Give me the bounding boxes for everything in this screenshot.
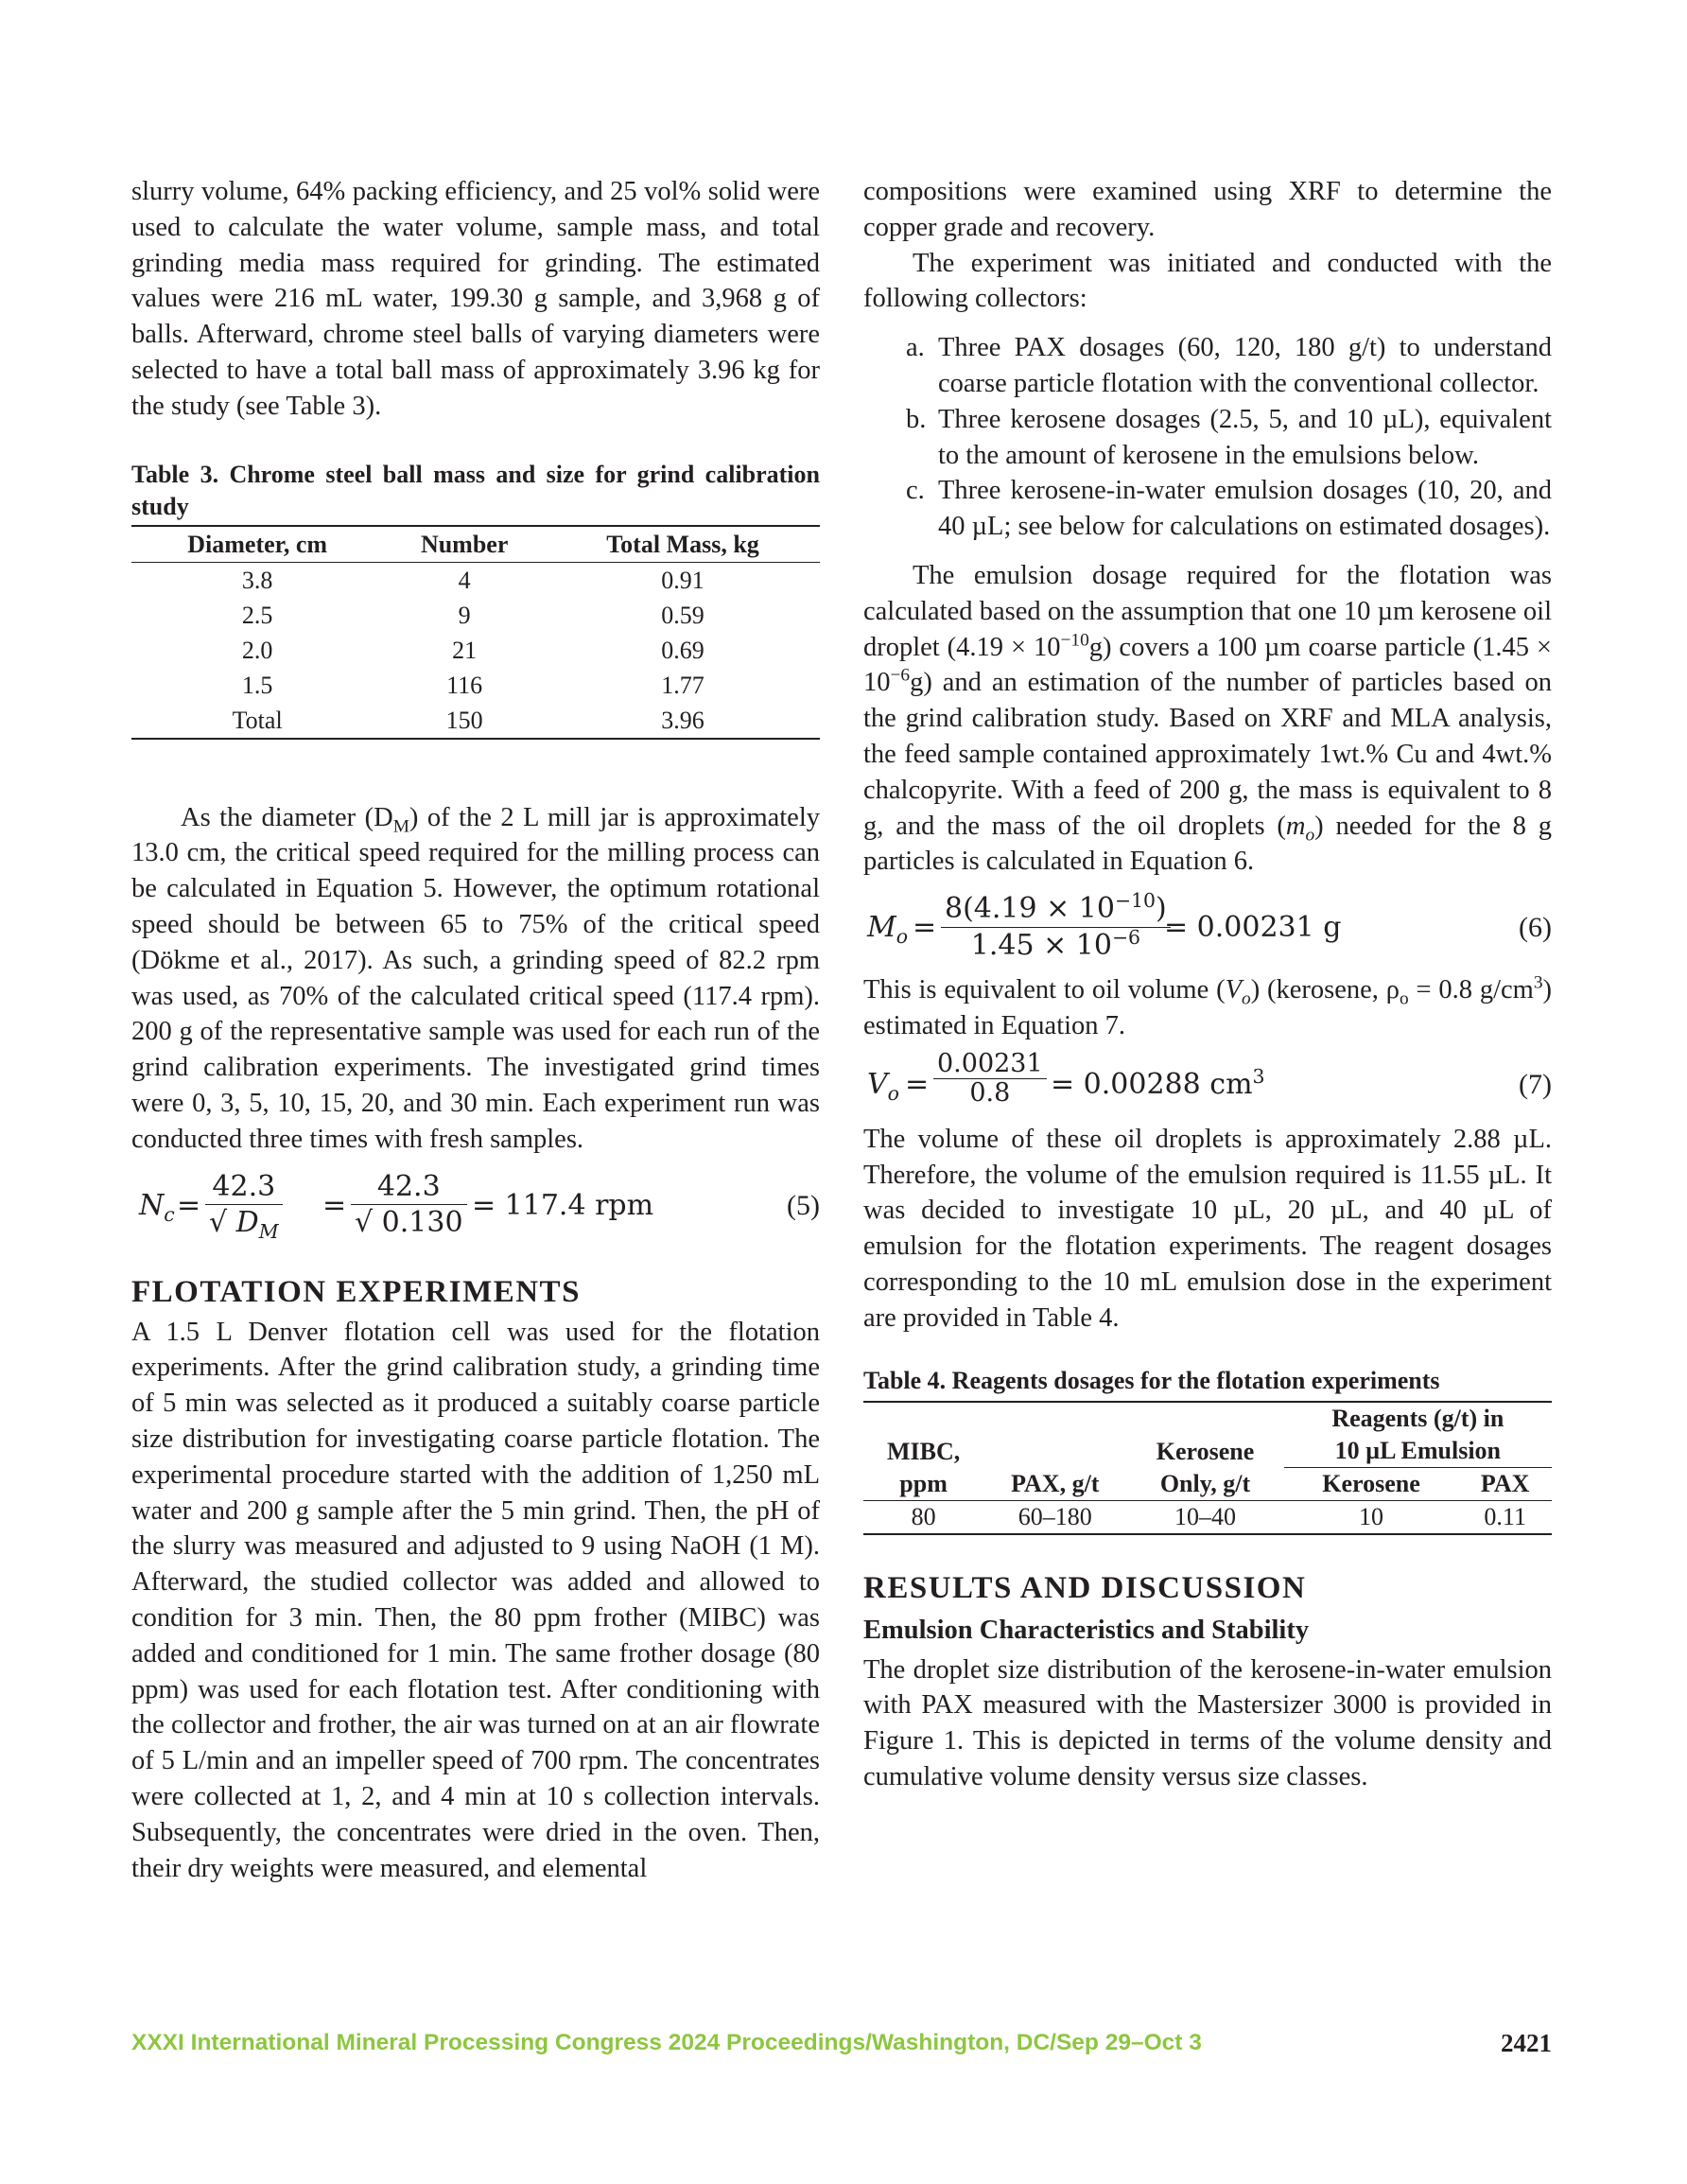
text-run: ppm: [899, 1469, 948, 1497]
equals-sign: =: [913, 911, 937, 945]
text-run: The emulsion dosage required for the flotation was calculated based on the assumption that one 10 µm kerosene oil droplet (4.19 × 10: [863, 560, 1552, 662]
table-cell: 0.59: [661, 601, 704, 629]
table3-header-row: [131, 526, 820, 563]
text-run: = 0.00288 cm: [1051, 1067, 1253, 1101]
table-cell: 3.96: [661, 706, 704, 734]
text-run: D: [235, 1206, 259, 1240]
table-row: [131, 598, 820, 633]
text-run: o: [1305, 825, 1315, 846]
text-run: 10 µL Emulsion: [1334, 1436, 1502, 1464]
equals-sign: =: [905, 1067, 930, 1101]
table3-header: Total Mass, kg: [606, 530, 759, 558]
text-run: M: [867, 911, 896, 945]
collectors-intro-paragraph: The experiment was initiated and conducted with the following collectors:: [863, 248, 1552, 314]
table-cell: 4: [458, 566, 471, 594]
text-run: ): [1156, 892, 1167, 926]
table4-header: [1126, 1402, 1283, 1501]
table-cell: 1.77: [661, 671, 704, 699]
collector-list: [863, 330, 1552, 545]
eq6-lhs: [867, 910, 908, 949]
mill-diameter-paragraph: [131, 800, 820, 1158]
text-run: N: [139, 1188, 165, 1222]
oil-volume-paragraph: [863, 972, 1552, 1044]
text-run: g) and an estimation of the number of particles based on the grind calibration study. Based on XRF and MLA analysis, the feed sample contained approximately 1wt.% Cu and 4wt.% chalcopyrite. With a feed of 200 g, the mass is equivalent to 8 g, and the mass of the oil droplets (: [863, 668, 1552, 841]
eq5-lhs: [139, 1188, 175, 1224]
numerator: 42.3: [205, 1169, 283, 1206]
table-cell: 0.91: [661, 566, 704, 594]
denominator: [941, 925, 1171, 964]
table4-header: PAX, g/t: [1011, 1469, 1100, 1497]
eq6-fraction: [941, 891, 1171, 964]
text-run: As the diameter (D: [181, 802, 393, 832]
table-cell: 3.8: [241, 566, 273, 594]
table-cell: 9: [458, 601, 471, 629]
table4-header: [863, 1402, 983, 1501]
list-marker: b.: [906, 404, 927, 434]
page-footer: [131, 2026, 1552, 2060]
table-row: [131, 703, 820, 739]
equation-number: (7): [1519, 1068, 1552, 1100]
text-run: ) of the 2 L mill jar is approximately 13.0 cm, the critical speed required for the milling process can be calculated in Equation 5. However, the optimum rotational speed should be between 65 to 75% of the critical speed (Dökme et al., 2017). As such, a grinding speed of 82.2 rpm was used, as 70% of the calculated critical speed (117.4 rpm). 200 g of the representative sample was used for each run of the grind calibration experiments. The investigated grind times were 0, 3, 5, 10, 15, 20, and 30 min. Each experiment run was conducted three times with fresh samples.: [131, 802, 820, 1154]
numerator: 42.3: [351, 1169, 467, 1206]
text-run: M: [392, 816, 409, 837]
list-item: [863, 473, 1552, 545]
text-run: Only, g/t: [1159, 1469, 1251, 1497]
text-run: o: [896, 925, 908, 949]
text-run: Kerosene: [1156, 1437, 1255, 1465]
equation-7: [863, 1048, 1552, 1122]
text-run: −10: [1060, 630, 1089, 651]
text-run: 8(4.19 × 10: [945, 892, 1115, 926]
list-text: Three PAX dosages (60, 120, 180 g/t) to understand coarse particle flotation with the conventional collector.: [938, 333, 1552, 398]
table-cell: 116: [446, 671, 483, 699]
table3-caption: Table 3. Chrome steel ball mass and size for grind calibration study: [131, 460, 820, 520]
table-cell: 21: [452, 636, 478, 664]
text-run: V: [1225, 975, 1242, 1005]
list-item: [863, 402, 1552, 474]
eq5-result: = 117.4 rpm: [472, 1188, 654, 1222]
text-run: 0.130: [381, 1206, 463, 1240]
table4: [863, 1401, 1552, 1535]
eq5-fraction-2: [351, 1169, 467, 1242]
table4-group-header: [1284, 1402, 1552, 1468]
text-run: o: [1242, 988, 1251, 1009]
table4-caption: Table 4. Reagents dosages for the flotation experiments: [863, 1366, 1440, 1394]
table4-header: Kerosene: [1322, 1469, 1420, 1497]
list-text: Three kerosene dosages (2.5, 5, and 10 µL), equivalent to the amount of kerosene in the emulsions below.: [938, 404, 1552, 470]
table-cell: Total: [232, 706, 283, 734]
equals-sign: =: [177, 1188, 201, 1222]
section-heading-flotation: FLOTATION EXPERIMENTS: [131, 1274, 581, 1309]
table-cell: 0.11: [1484, 1502, 1526, 1530]
table-row: [131, 633, 820, 668]
table-cell: 150: [445, 706, 483, 734]
text-run: −10: [1114, 889, 1157, 913]
table3: [131, 525, 820, 740]
denominator: √ $D_M$: [209, 1206, 279, 1244]
table-row: [863, 1500, 1552, 1534]
section-heading-results: RESULTS AND DISCUSSION: [863, 1570, 1307, 1605]
text-run: g) covers a 100 µm coarse particle (1.45 × 10: [863, 632, 1552, 698]
text-run: 3: [1252, 1064, 1265, 1088]
conference-title: XXXI International Mineral Processing Congress 2024 Proceedings/Washington, DC/Sep 29–Oct 3: [131, 2030, 1202, 2055]
text-run: = 0.8 g/cm: [1408, 975, 1534, 1005]
text-run: ) needed for the 8 g particles is calculated in Equation 6.: [863, 811, 1552, 877]
table4-header: PAX: [1480, 1469, 1530, 1497]
numerator: 0.00231: [933, 1050, 1047, 1079]
results-paragraph: The droplet size distribution of the kerosene-in-water emulsion with PAX measured with the Mastersizer 3000 is provided in Figure 1. This is depicted in terms of the volume density and cumulative volume density versus size classes.: [863, 1654, 1552, 1791]
equation-6: [863, 891, 1552, 970]
table-row: [131, 668, 820, 703]
table-row: [131, 562, 820, 598]
list-item: [863, 330, 1552, 402]
table3-header: Diameter, cm: [187, 530, 328, 558]
table-cell: 80: [911, 1502, 936, 1530]
subsection-heading-emulsion: Emulsion Characteristics and Stability: [863, 1615, 1310, 1645]
list-marker: a.: [906, 333, 925, 363]
eq7-result: [1051, 1064, 1265, 1103]
equation-number: (6): [1519, 912, 1552, 944]
eq6-result: = 0.00231 g: [1164, 911, 1342, 945]
text-run: Reagents (g/t) in: [1331, 1404, 1504, 1432]
list-text: Three kerosene-in-water emulsion dosages (10, 20, and 40 µL; see below for calculations on estimated dosages).: [938, 476, 1552, 542]
text-run: 3: [1533, 972, 1543, 993]
page-number: 2421: [1501, 2029, 1552, 2057]
emulsion-dosage-paragraph: [863, 558, 1552, 880]
text-run: V: [867, 1067, 888, 1101]
numerator: [941, 891, 1171, 928]
eq5-fraction-1: [205, 1169, 283, 1242]
table-cell: 2.5: [241, 601, 273, 629]
droplet-volume-paragraph: The volume of these oil droplets is approximately 2.88 µL. Therefore, the volume of the emulsion required is 11.55 µL. It was decided to investigate 10 µL, 20 µL, and 40 µL of emulsion for the flotation experiments. The reagent dosages corresponding to the 10 mL emulsion dose in the experiment are provided in Table 4.: [863, 1124, 1552, 1333]
eq7-fraction: [933, 1050, 1047, 1108]
denominator: 0.8: [969, 1077, 1011, 1108]
text-run: o: [1399, 988, 1409, 1009]
flotation-paragraph: A 1.5 L Denver flotation cell was used for the flotation experiments. After the grind calibration study, a grinding time of 5 min was selected as it produced a suitably coarse particle size distribution for investigating coarse particle flotation. The experimental procedure started with the addition of 1,250 mL water and 200 g sample after the 5 min grind. Then, the pH of the slurry was measured and adjusted to 9 using NaOH (1 M). Afterward, the studied collector was added and allowed to condition for 3 min. Then, the 80 ppm frother (MIBC) was added and conditioned for 1 min. The same frother dosage (80 ppm) was used for each flotation test. After conditioning with the collector and frother, the air was turned on at an air flowrate of 5 L/min and an impeller speed of 700 rpm. The concentrates were collected at 1, 2, and 4 min at 10 s collection intervals. Subsequently, the concentrates were dried in the oven. Then, their dry weights were measured, and elemental: [131, 1317, 820, 1883]
text-run: MIBC,: [886, 1437, 961, 1465]
intro-paragraph: slurry volume, 64% packing efficiency, and 25 vol% solid were used to calculate the water volume, sample mass, and total grinding media mass required for grinding. The estimated values were 216 mL water, 199.30 g sample, and 3,968 g of balls. Afterward, chrome steel balls of varying diameters were selected to have a total ball mass of approximately 3.96 kg for the study (see Table 3).: [131, 177, 820, 421]
text-run: −6: [890, 665, 911, 686]
text-run: ) estimated in Equation 7.: [863, 975, 1552, 1040]
table-cell: 10: [1359, 1502, 1383, 1530]
left-column: [131, 174, 820, 1886]
list-marker: c.: [906, 476, 925, 506]
continued-paragraph: compositions were examined using XRF to determine the copper grade and recovery.: [863, 177, 1552, 242]
eq7-lhs: [867, 1067, 899, 1103]
table3-header: Number: [420, 530, 509, 558]
equation-5: [131, 1169, 820, 1249]
table-cell: 2.0: [241, 636, 273, 664]
text-run: ) (kerosene, ρ: [1250, 975, 1400, 1005]
equation-number: (5): [787, 1189, 820, 1221]
table-cell: 1.5: [241, 671, 273, 699]
table-cell: 60–180: [1017, 1502, 1092, 1530]
table-cell: 10–40: [1174, 1502, 1237, 1530]
table-cell: 0.69: [661, 636, 704, 664]
equals-sign: =: [322, 1188, 347, 1222]
right-column: [863, 174, 1552, 1795]
table4-header-row: [863, 1402, 1552, 1468]
text-run: 1.45 × 10: [970, 928, 1112, 962]
text-run: c: [164, 1202, 175, 1226]
text-run: m: [1285, 811, 1306, 841]
text-run: This is equivalent to oil volume (: [863, 975, 1226, 1005]
text-run: o: [887, 1081, 899, 1105]
text-run: −6: [1111, 925, 1140, 949]
text-run: M: [258, 1220, 279, 1244]
denominator: √ 0.130: [355, 1206, 463, 1240]
